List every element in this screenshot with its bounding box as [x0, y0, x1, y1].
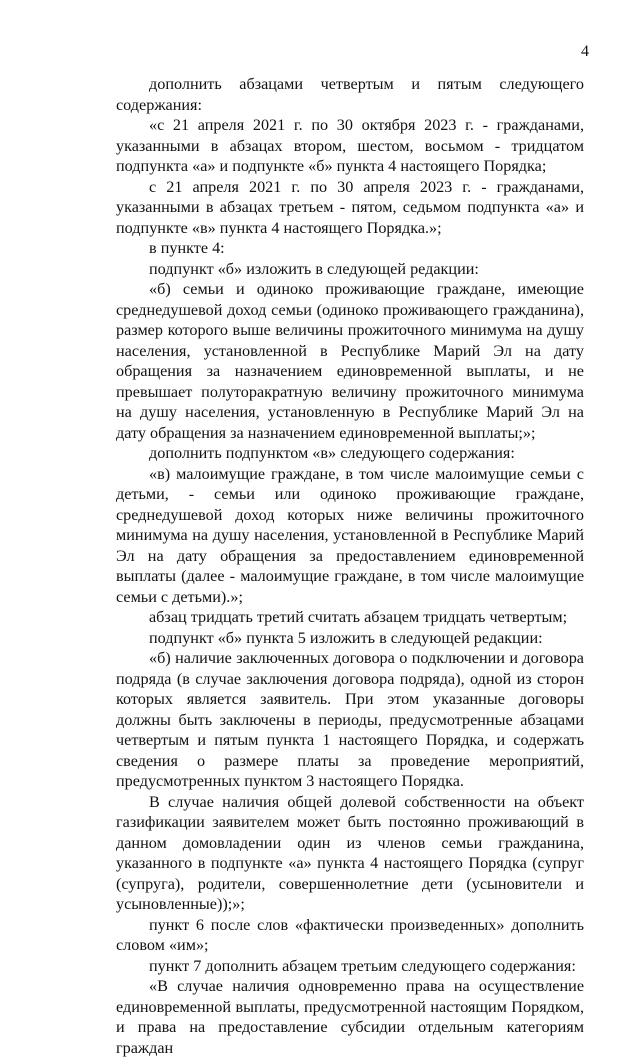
paragraph: подпункт «б» пункта 5 изложить в следующей редакции:	[149, 628, 543, 647]
paragraph: в пункте 4:	[149, 239, 225, 257]
paragraph: подпункт «б» изложить в следующей редакции:	[149, 259, 479, 278]
paragraph: дополнить подпунктом «в» следующего содержания:	[149, 444, 515, 462]
paragraph: пункт 6 после слов «фактически произведенных» дополнить словом «им»;	[116, 915, 584, 954]
paragraph: В случае наличия общей долевой собственности на объект газификации заявителем может быть постоянно проживающий в данном домовладении один из членов семьи гражданина, указанного в подпункте «а» пункта 4 настоящего Порядка (супруг (супруга), родители, совершеннолетние дети (усыновители и усыновленные));»;	[116, 792, 584, 913]
paragraph: с 21 апреля 2021 г. по 30 апреля 2023 г. - гражданами, указанными в абзацах третьем - пятом, седьмом подпункта «а» и подпункте «в» пункта 4 настоящего Порядка.»;	[116, 177, 584, 237]
paragraph: «в) малоимущие граждане, в том числе малоимущие семьи с детьми, - семьи или одиноко проживающие граждане, среднедушевой доход которых ниже величины прожиточного минимума на душу населения, установленной в Республике Марий Эл на дату обращения за предоставлением единовременной выплаты (далее - малоимущие граждане, в том числе малоимущие семьи с детьми).»;	[116, 464, 584, 606]
paragraph: «б) семьи и одиноко проживающие граждане, имеющие среднедушевой доход семьи (одиноко проживающего гражданина), размер которого выше величины прожиточного минимума на душу населения, установленной в Республике Марий Эл на дату обращения за назначением единовременной выплаты, и не превышает полуторакратную величину прожиточного минимума на душу населения, установленную в Республике Марий Эл на дату обращения за назначением единовременной выплаты;»;	[116, 280, 584, 442]
paragraph: пункт 7 дополнить абзацем третьим следующего содержания:	[149, 956, 576, 975]
paragraph: «б) наличие заключенных договора о подключении и договора подряда (в случае заключения договора подряда), одной из сторон которых является заявитель. При этом указанные договоры должны быть заключены в периоды, предусмотренные абзацами четвертым и пятым пункта 1 настоящего Порядка, и содержать сведения о размере платы за проведение мероприятий, предусмотренных пунктом 3 настоящего Порядка.	[116, 649, 584, 790]
paragraph: дополнить абзацами четвертым и пятым следующего содержания:	[116, 75, 584, 114]
paragraph: «с 21 апреля 2021 г. по 30 октября 2023 г. - гражданами, указанными в абзацах втором, шестом, восьмом - тридцатом подпункта «а» и подпункте «б» пункта 4 настоящего Порядка;	[116, 116, 584, 175]
document-body	[116, 74, 584, 1058]
page-number: 4	[581, 43, 589, 60]
paragraph: абзац тридцать третий считать абзацем тридцать четвертым;	[149, 608, 568, 626]
paragraph: «В случае наличия одновременно права на осуществление единовременной выплаты, предусмотренной настоящим Порядком, и права на предоставление субсидии отдельным категориям граждан	[116, 977, 584, 1057]
